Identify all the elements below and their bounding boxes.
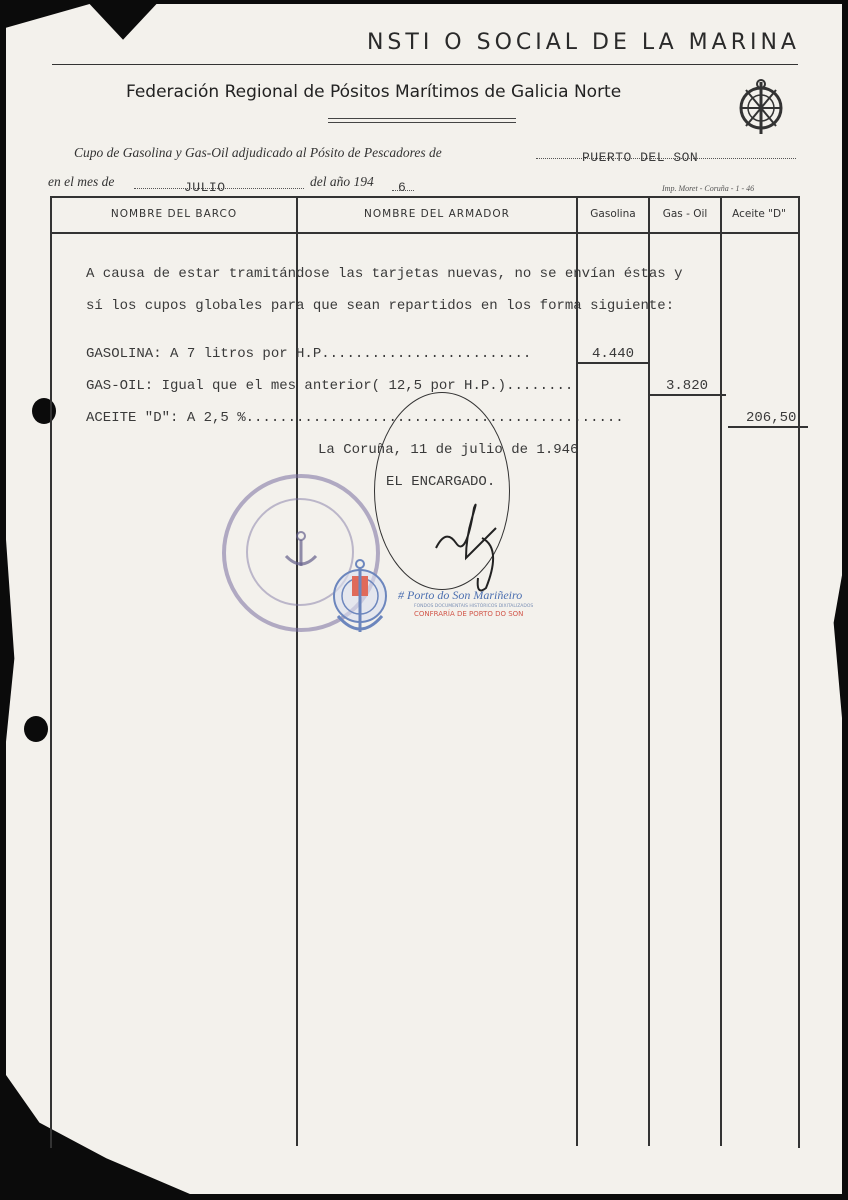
anio-value: 6: [398, 180, 407, 195]
gasolina-underline: [576, 362, 650, 364]
gasoil-line: GAS-OIL: Igual que el mes anterior( 12,5 por H.P.)........: [86, 378, 574, 394]
watermark-title: # Porto do Son Mariñeiro: [398, 588, 523, 602]
punch-hole: [24, 716, 48, 742]
col-header-armador: NOMBRE DEL ARMADOR: [364, 208, 510, 220]
posito-value: PUERTO DEL SON: [582, 150, 699, 165]
column-divider: [296, 196, 298, 1146]
table-header-rule: [50, 232, 798, 234]
column-divider: [648, 196, 650, 1146]
gasolina-amount: 4.440: [592, 346, 635, 362]
printer-imprint: Imp. Moret - Coruña - 1 - 46: [662, 184, 755, 193]
cupo-label: Cupo de Gasolina y Gas-Oil adjudicado al Pósito de Pescadores de: [74, 145, 442, 160]
aceite-line: ACEITE "D": A 2,5 %.............................................: [86, 410, 624, 426]
federation-title: Federación Regional de Pósitos Marítimos de Galicia Norte: [126, 82, 622, 102]
gasoil-underline: [648, 394, 726, 396]
aceite-amount: 206,50: [746, 410, 797, 426]
anio-label: del año 194: [310, 174, 374, 189]
watermark-organization: CONFRARÍA DE PORTO DO SON: [414, 610, 524, 618]
col-header-gasolina: Gasolina: [590, 208, 636, 220]
gasolina-line: GASOLINA: A 7 litros por H.P.........................: [86, 346, 532, 362]
quota-table: [50, 196, 800, 1148]
anio-dotted-field: [392, 190, 414, 191]
porto-do-son-logo: [330, 556, 390, 642]
aceite-underline: [728, 426, 808, 428]
divider-rule: [328, 118, 516, 119]
intro-line-2: sí los cupos globales para que sean repartidos en los forma siguiente:: [86, 298, 675, 314]
signer-title: EL ENCARGADO.: [386, 474, 496, 490]
place-date: La Coruña, 11 de julio de 1.946: [318, 442, 579, 458]
watermark-subtitle: FONDOS DOCUMENTAIS HISTÓRICOS DIXITALIZADOS: [414, 604, 534, 609]
stamp-anchor-icon: [278, 526, 324, 572]
gasoil-amount: 3.820: [666, 378, 709, 394]
column-divider: [720, 196, 722, 1146]
divider-rule: [328, 122, 516, 123]
col-header-barco: NOMBRE DEL BARCO: [110, 208, 238, 220]
col-header-aceite: Aceite "D": [732, 208, 786, 220]
mes-label: en el mes de: [48, 174, 115, 189]
col-header-gasoil: Gas - Oil: [662, 208, 708, 220]
intro-line-1: A causa de estar tramitándose las tarjetas nuevas, no se envían éstas y: [86, 266, 683, 282]
anchor-helm-emblem-icon: [734, 78, 788, 136]
handwritten-signature: [426, 488, 506, 598]
institution-title: NSTI O SOCIAL DE LA MARINA: [366, 30, 800, 55]
mes-value: JULIO: [184, 180, 226, 195]
header-rule: [52, 64, 798, 65]
column-divider: [576, 196, 578, 1146]
